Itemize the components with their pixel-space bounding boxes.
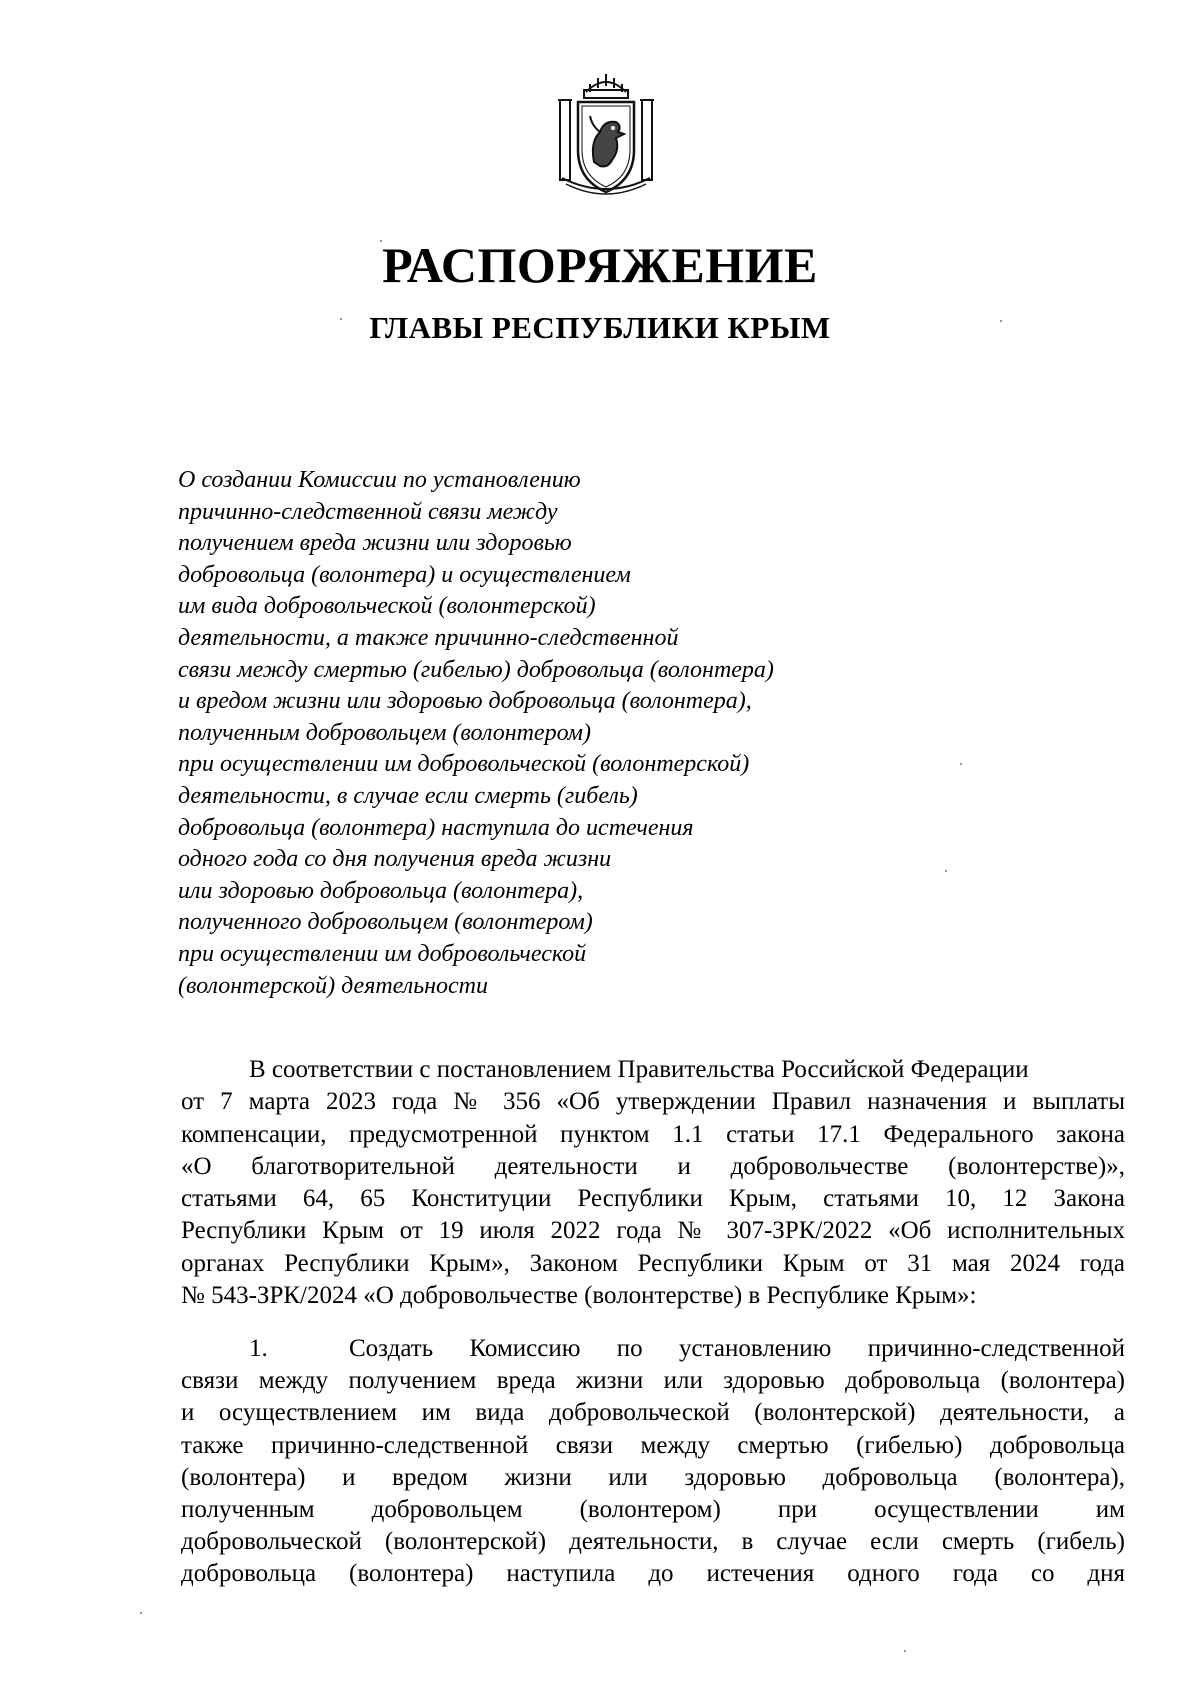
- subject-line: получением вреда жизни или здоровью: [178, 530, 572, 557]
- subject-line: связи между смертью (гибелью) добровольца (волонтера): [178, 656, 774, 683]
- preamble-line: органах Республики Крым», Законом Республики Крым от 31 мая 2024 года: [181, 1249, 1125, 1277]
- list-item-1: [181, 1333, 1125, 1591]
- scan-speck: [340, 318, 342, 320]
- subject-line: и вредом жизни или здоровью добровольца (волонтера),: [178, 688, 752, 715]
- scan-speck: [904, 1650, 906, 1652]
- list-item-line: связи между получением вреда жизни или здоровью добровольца (волонтера): [181, 1367, 1125, 1395]
- list-item-line: Создать Комиссию по установлению причинно-следственной: [349, 1335, 1125, 1362]
- subject-line: одного года со дня получения вреда жизни: [178, 846, 612, 873]
- list-item-number: 1.: [249, 1335, 268, 1362]
- preamble-line: «О благотворительной деятельности и добровольчестве (волонтерстве)»,: [181, 1152, 1125, 1180]
- document-subtitle: ГЛАВЫ РЕСПУБЛИКИ КРЫМ: [369, 310, 831, 345]
- subject-line: полученным добровольцем (волонтером): [178, 719, 591, 746]
- scan-speck: [960, 763, 962, 765]
- subject-line: при осуществлении им добровольческой: [178, 940, 587, 967]
- subject-line: или здоровью добровольца (волонтера),: [178, 877, 584, 904]
- document-title: РАСПОРЯЖЕНИЕ: [382, 237, 818, 293]
- subject-line: при осуществлении им добровольческой (волонтерской): [178, 751, 750, 778]
- scan-speck: [140, 1612, 142, 1614]
- subject-line: добровольца (волонтера) и осуществлением: [178, 561, 631, 588]
- preamble-line: № 543-ЗРК/2024 «О добровольчестве (волонтерстве) в Республике Крым»:: [181, 1282, 977, 1310]
- subject-line: (волонтерской) деятельности: [178, 972, 489, 999]
- subject-line: О создании Комиссии по установлению: [178, 467, 581, 493]
- list-item-line: добровольческой (волонтерской) деятельности, в случае если смерть (гибель): [181, 1528, 1125, 1556]
- list-item-line: и осуществлением им вида добровольческой (волонтерской) деятельности, а: [181, 1399, 1125, 1427]
- list-item-line: полученным добровольцем (волонтером) при осуществлении им: [181, 1496, 1125, 1524]
- subject-line: деятельности, в случае если смерть (гибель): [178, 782, 638, 809]
- list-item-line: также причинно-следственной связи между смертью (гибелью) добровольца: [181, 1431, 1125, 1459]
- preamble-line: от 7 марта 2023 года № 356 «Об утверждении Правил назначения и выплаты: [181, 1088, 1125, 1116]
- scan-speck: [1000, 320, 1002, 322]
- list-item-first-line: [181, 1333, 1125, 1365]
- preamble-line: статьями 64, 65 Конституции Республики Крым, статьями 10, 12 Закона: [181, 1185, 1125, 1213]
- list-item-line: (волонтера) и вредом жизни или здоровью добровольца (волонтера),: [181, 1463, 1125, 1491]
- scan-speck: [945, 870, 947, 872]
- subject-line: им вида добровольческой (волонтерской): [178, 593, 596, 620]
- crimea-coat-of-arms-icon: [550, 70, 662, 200]
- subject-line: добровольца (волонтера) наступила до истечения: [178, 814, 694, 841]
- preamble-paragraph: [181, 1054, 1125, 1312]
- preamble-line: Республики Крым от 19 июля 2022 года № 307-ЗРК/2022 «Об исполнительных: [181, 1217, 1125, 1245]
- subject-block: [178, 465, 918, 1002]
- subject-line: деятельности, а также причинно-следственной: [178, 624, 679, 651]
- scan-speck: [380, 240, 382, 242]
- subject-line: причинно-следственной связи между: [178, 498, 558, 525]
- list-item-line: добровольца (волонтера) наступила до истечения одного года со дня: [181, 1560, 1125, 1588]
- subject-line: полученного добровольцем (волонтером): [178, 909, 593, 936]
- preamble-line: В соответствии с постановлением Правительства Российской Федерации: [249, 1056, 1029, 1083]
- preamble-line: компенсации, предусмотренной пунктом 1.1 статьи 17.1 Федерального закона: [181, 1120, 1125, 1148]
